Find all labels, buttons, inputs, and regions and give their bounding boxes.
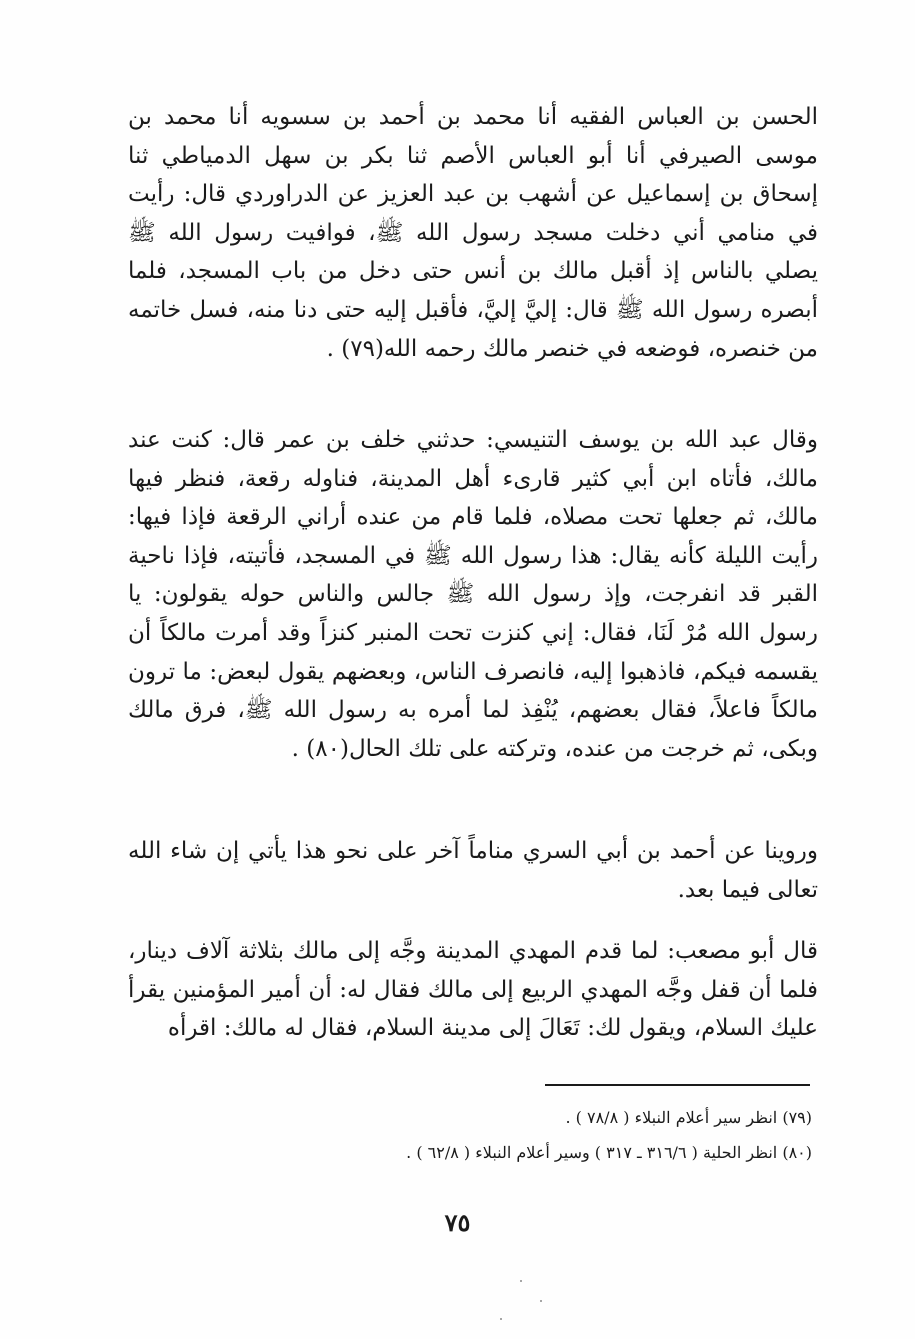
footnotes [212, 1100, 812, 1170]
body-paragraph-3 [128, 832, 818, 909]
footnote-divider [545, 1084, 810, 1086]
body-paragraph-4 [128, 932, 818, 1048]
paragraph-text: وقال عبد الله بن يوسف التنيسي: حدثني خلف بن عمر قال: كنت عند مالك، فأتاه ابن أبي كثير قارىء أهل المدينة، فناوله رقعة، فنظر فيها مالك، ثم جعلها تحت مصلاه، فلما قام من عنده أراني الرقعة فإذا فيها: رأيت الليلة كأنه يقال: هذا رسول الله ﷺ في المسجد، فأتيته، فإذا ناحية القبر قد انفرجت، وإذ رسول الله ﷺ جالس والناس حوله يقولون: يا رسول الله مُرْ لَنَا، فقال: إني كنزت تحت المنبر كنزاً وقد أمرت مالكاً أن يقسمه فيكم، فاذهبوا إليه، فانصرف الناس، وبعضهم يقول لبعض: ما ترون مالكاً فاعلاً، فقال بعضهم، يُنْفِذ لما أمره به رسول الله ﷺ، فرق مالك وبكى، ثم خرجت من عنده، وتركته على تلك الحال(٨٠) . [128, 427, 818, 762]
paragraph-text: قال أبو مصعب: لما قدم المهدي المدينة وجَّه إلى مالك بثلاثة آلاف دينار، فلما أن قفل وجَّه المهدي الربيع إلى مالك فقال له: أن أمير المؤمنين يقرأ عليك السلام، ويقول لك: تَعَالَ إلى مدينة السلام، فقال له مالك: اقرأه [128, 938, 818, 1042]
scan-speck [520, 1280, 522, 1282]
scan-speck [540, 1300, 542, 1302]
body-paragraph-1 [128, 98, 818, 368]
body-paragraph-2 [128, 421, 818, 768]
scan-speck [500, 1318, 502, 1320]
footnote-79: (٧٩) انظر سير أعلام النبلاء ( ٧٨/٨ ) . [565, 1108, 812, 1127]
footnote-80: (٨٠) انظر الحلية ( ٣١٦/٦ ـ ٣١٧ ) وسير أعلام النبلاء ( ٦٢/٨ ) . [406, 1143, 812, 1162]
paragraph-text: الحسن بن العباس الفقيه أنا محمد بن أحمد بن سسويه أنا محمد بن موسى الصيرفي أنا أبو العباس الأصم ثنا بكر بن سهل الدمياطي ثنا إسحاق بن إسماعيل عن أشهب بن عبد العزيز عن الدراوردي قال: رأيت في منامي أني دخلت مسجد رسول الله ﷺ، فوافيت رسول الله ﷺ يصلي بالناس إذ أقبل مالك بن أنس حتى دخل من باب المسجد، فلما أبصره رسول الله ﷺ قال: إليَّ إليَّ، فأقبل إليه حتى دنا منه، فسل خاتمه من خنصره، فوضعه في خنصر مالك رحمه الله(٧٩) . [128, 104, 818, 362]
page-number: ٧٥ [444, 1208, 471, 1237]
paragraph-text: وروينا عن أحمد بن أبي السري مناماً آخر على نحو هذا يأتي إن شاء الله تعالى فيما بعد. [128, 838, 818, 903]
